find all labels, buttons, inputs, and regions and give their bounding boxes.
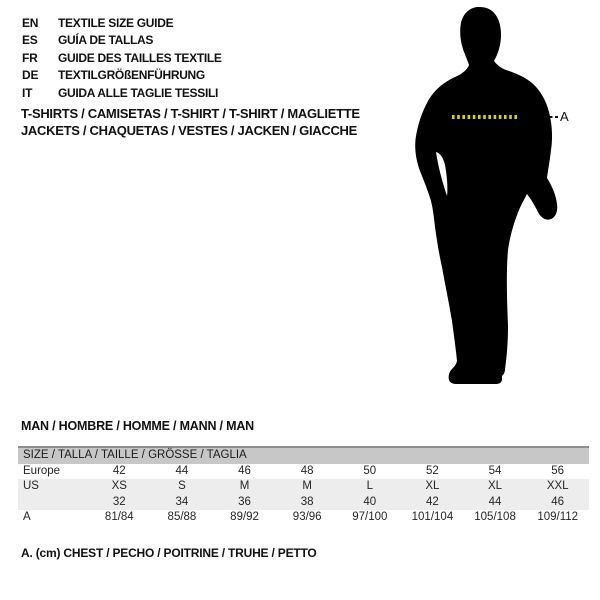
measurement-footnote: A. (cm) CHEST / PECHO / POITRINE / TRUHE / PETTO [21,546,317,560]
lang-text: GUÍA DE TALLAS [58,33,154,48]
table-cell: 109/112 [537,511,579,523]
table-cell: 48 [300,464,314,477]
table-cell: 46 [238,464,251,477]
size-table-rows [18,464,589,526]
man-silhouette-figure [405,0,580,395]
table-cell: 89/92 [230,511,259,523]
table-row [18,464,589,480]
lang-code: DE [22,68,39,83]
garment-categories [21,105,360,139]
table-cell: 42 [112,464,126,477]
table-cell: 93/96 [292,511,322,523]
table-cell: 42 [426,495,439,508]
table-cell: 85/88 [167,511,197,523]
table-cell: L [366,480,374,492]
lang-row-de [22,67,222,84]
table-cell: 54 [488,464,502,477]
table-cell: 81/84 [104,511,134,523]
lang-row-es [22,32,222,49]
lang-code: EN [22,16,39,30]
man-silhouette [415,7,557,384]
table-cell: 34 [175,495,189,508]
table-cell: 38 [300,495,314,508]
table-cell: S [178,480,186,492]
lang-text: TEXTILGRÖßENFÜHRUNG [58,68,205,83]
lang-row-en [22,15,222,32]
table-cell: XL [488,480,503,492]
lang-text: TEXTILE SIZE GUIDE [58,16,174,30]
table-cell: 44 [175,464,189,477]
table-cell: XXL [546,480,569,492]
table-cell: 50 [363,464,377,477]
lang-row-it [22,85,222,102]
table-cell: 97/100 [352,511,388,523]
category-line-jackets: JACKETS / CHAQUETAS / VESTES / JACKEN / GIACCHE [21,123,357,138]
table-cell: 46 [551,495,565,508]
row-label [18,495,88,511]
table-row [18,479,589,495]
table-cell: 105/108 [474,511,516,523]
table-cell: XL [425,480,440,492]
lang-code: FR [22,50,38,65]
table-row [18,510,589,526]
section-heading-man: MAN / HOMBRE / HOMME / MANN / MAN [21,419,254,433]
table-cell: M [302,480,312,492]
lang-row-fr [22,50,222,67]
size-table [18,446,589,526]
lang-code: ES [22,33,38,48]
table-cell: 40 [363,495,377,508]
lang-text: GUIDE DES TAILLES TEXTILE [58,50,222,65]
table-cell: 101/104 [411,511,454,523]
table-cell: 52 [426,464,439,477]
category-line-tshirts: T-SHIRTS / CAMISETAS / T-SHIRT / T-SHIRT / MAGLIETTE [21,106,360,121]
table-cell: 36 [238,495,251,508]
man-silhouette-svg [405,0,580,395]
table-row [18,495,589,511]
table-cell: 44 [488,495,502,508]
row-label: Europe [23,464,61,477]
language-guide [22,15,222,102]
table-cell: 56 [551,464,565,477]
table-cell: M [239,480,250,492]
row-label: US [23,480,39,492]
lang-code: IT [22,85,33,100]
lang-text: GUIDA ALLE TAGLIE TESSILI [58,85,219,100]
table-cell: 32 [112,495,126,508]
row-label: A [23,511,31,523]
table-cell: XS [111,480,127,492]
measurement-label-a: A [560,109,569,124]
size-table-header: SIZE / TALLA / TAILLE / GRÖSSE / TAGLIA [18,446,589,464]
